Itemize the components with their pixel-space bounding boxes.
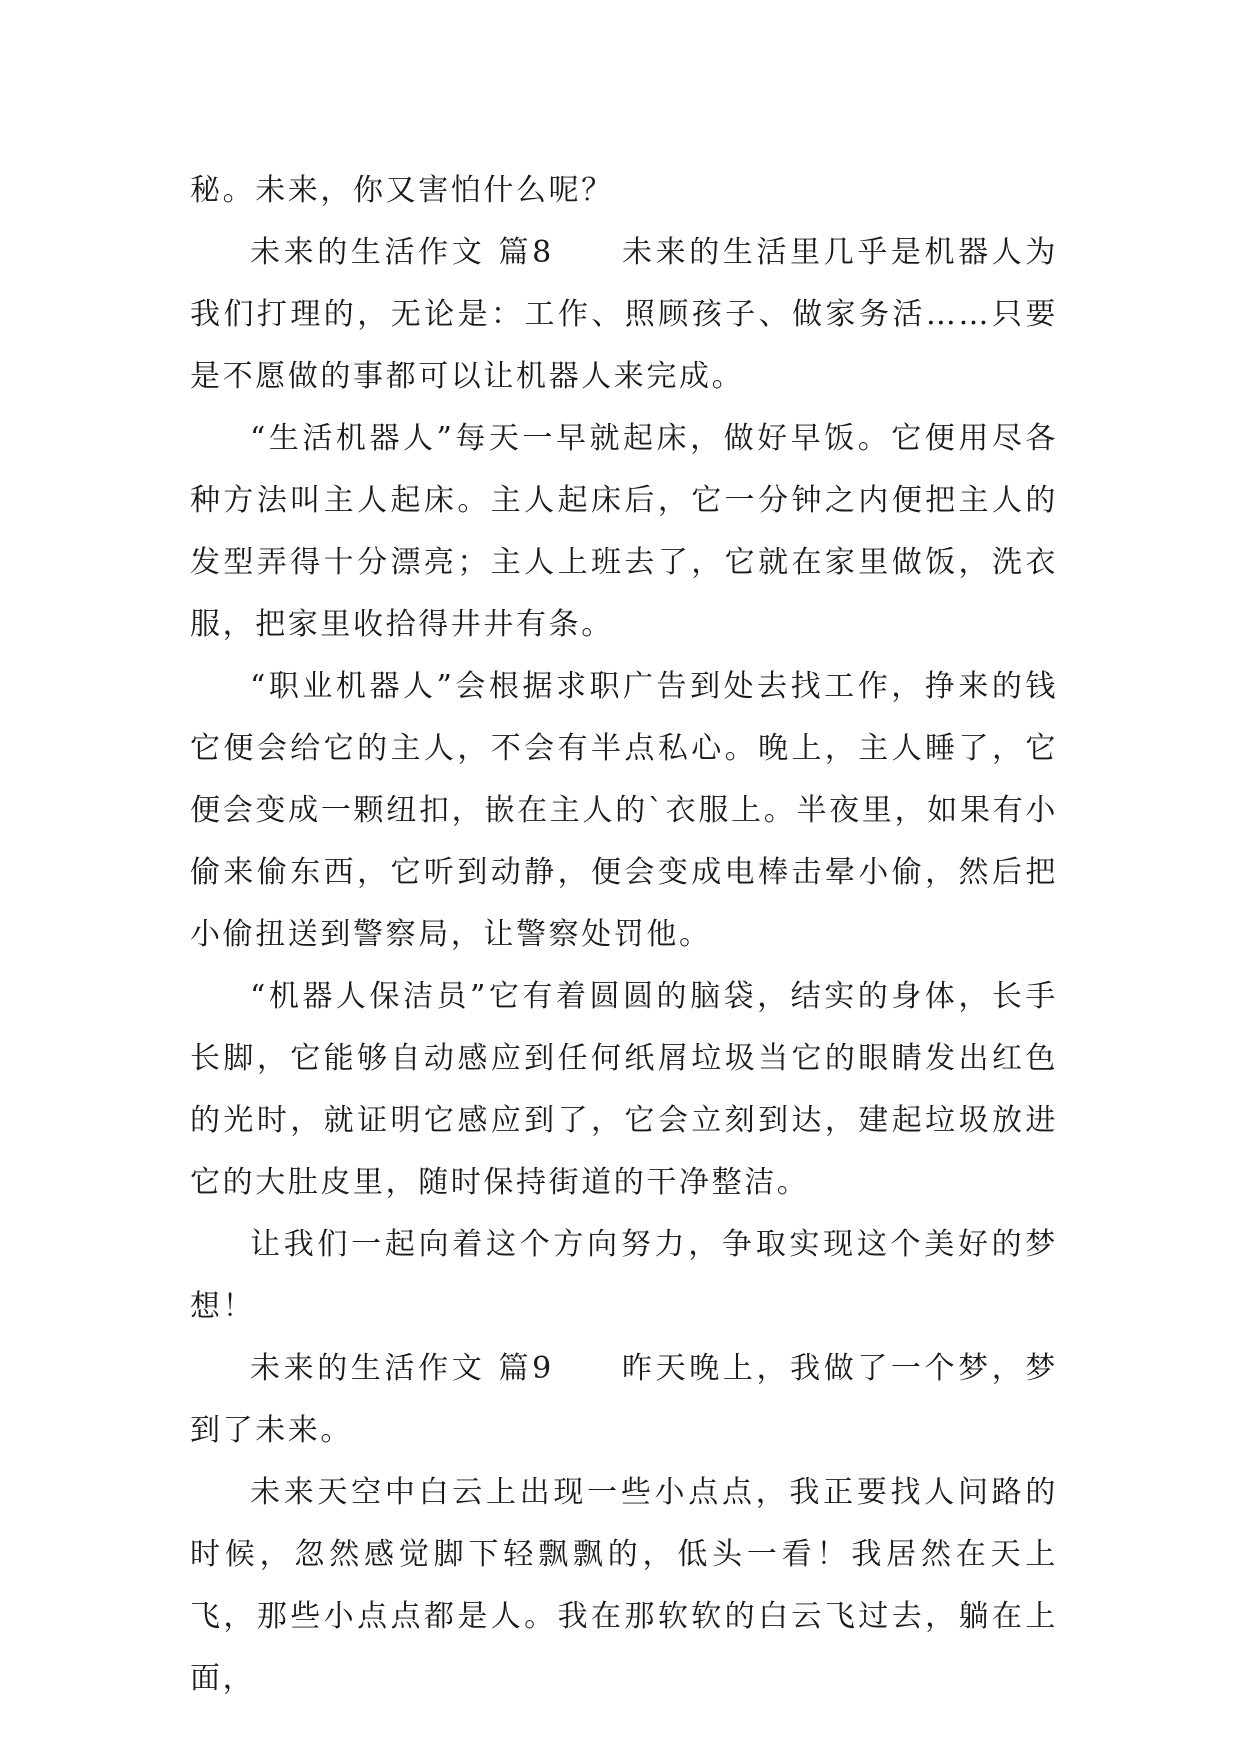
paragraph: 未来的生活作文 篇9 昨天晚上，我做了一个梦，梦到了未来。 [190, 1351, 1058, 1448]
document-body [190, 160, 1058, 1710]
paragraph: 让我们一起向着这个方向努力，争取实现这个美好的梦想！ [190, 1227, 1058, 1324]
paragraph: 秘。未来，你又害怕什么呢？ [190, 173, 614, 208]
paragraph: “机器人保洁员”它有着圆圆的脑袋，结实的身体，长手长脚，它能够自动感应到任何纸屑垃圾当它的眼睛发出红色的光时，就证明它感应到了，它会立刻到达，建起垃圾放进它的大肚皮里，随时保持街道的干净整洁。 [190, 979, 1058, 1200]
paragraph: 未来天空中白云上出现一些小点点，我正要找人问路的时候，忽然感觉脚下轻飘飘的，低头一看！我居然在天上飞，那些小点点都是人。我在那软软的白云飞过去，躺在上面， [190, 1475, 1058, 1696]
paragraph: “生活机器人”每天一早就起床，做好早饭。它便用尽各种方法叫主人起床。主人起床后，它一分钟之内便把主人的发型弄得十分漂亮；主人上班去了，它就在家里做饭，洗衣服，把家里收拾得井井有条。 [190, 421, 1058, 642]
paragraph: 未来的生活作文 篇8 未来的生活里几乎是机器人为我们打理的，无论是：工作、照顾孩子、做家务活……只要是不愿做的事都可以让机器人来完成。 [190, 235, 1058, 394]
paragraph: “职业机器人”会根据求职广告到处去找工作，挣来的钱它便会给它的主人，不会有半点私心。晚上，主人睡了，它便会变成一颗纽扣，嵌在主人的`衣服上。半夜里，如果有小偷来偷东西，它听到动静，便会变成电棒击晕小偷，然后把小偷扭送到警察局，让警察处罚他。 [190, 669, 1058, 952]
